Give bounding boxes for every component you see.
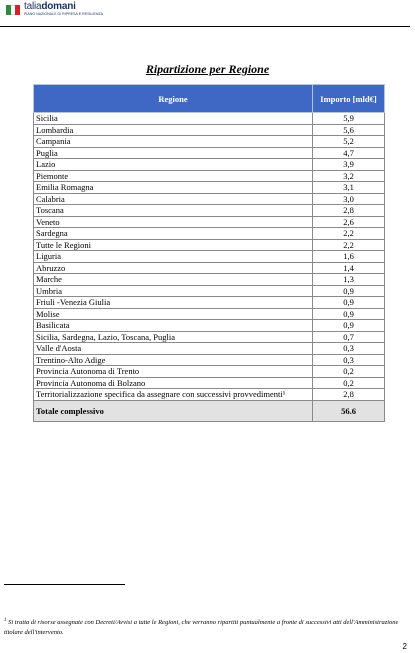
region-cell: Sicilia <box>34 113 313 125</box>
logo <box>24 2 103 17</box>
logo-name: taliadomani <box>24 1 76 12</box>
region-cell: Molise <box>34 308 313 320</box>
table-row <box>34 147 385 159</box>
table-body <box>34 113 385 401</box>
table-row <box>34 285 385 297</box>
table-row <box>34 193 385 205</box>
region-cell: Lazio <box>34 159 313 171</box>
amount-cell: 1,6 <box>313 251 385 263</box>
table-title: Ripartizione per Regione <box>145 62 270 76</box>
region-cell: Sardegna <box>34 228 313 240</box>
table-row <box>34 354 385 366</box>
region-cell: Provincia Autonoma di Trento <box>34 366 313 378</box>
table-row <box>34 136 385 148</box>
amount-cell: 5,6 <box>313 124 385 136</box>
amount-cell: 2,6 <box>313 216 385 228</box>
amount-cell: 0,9 <box>313 320 385 332</box>
amount-cell: 2,2 <box>313 239 385 251</box>
page-number: 2 <box>402 642 407 651</box>
table-row <box>34 251 385 263</box>
amount-cell: 2,2 <box>313 228 385 240</box>
region-cell: Tutte le Regioni <box>34 239 313 251</box>
amount-cell: 0,9 <box>313 297 385 309</box>
table-row <box>34 308 385 320</box>
region-cell: Territorializzazione specifica da assegnare con successivi provvedimenti¹ <box>34 389 313 401</box>
region-cell: Liguria <box>34 251 313 263</box>
table-row <box>34 343 385 355</box>
footnote-marker: 1 <box>4 618 7 623</box>
region-cell: Friuli -Venezia Giulia <box>34 297 313 309</box>
header-divider <box>0 26 410 27</box>
total-label: Totale complessivo <box>34 400 313 421</box>
region-cell: Campania <box>34 136 313 148</box>
region-cell: Basilicata <box>34 320 313 332</box>
amount-cell: 0,9 <box>313 308 385 320</box>
table-row <box>34 297 385 309</box>
table-row <box>34 113 385 125</box>
table-row <box>34 216 385 228</box>
total-row <box>34 400 385 421</box>
table-row <box>34 205 385 217</box>
region-cell: Sicilia, Sardegna, Lazio, Toscana, Puglia <box>34 331 313 343</box>
region-table <box>33 84 385 422</box>
amount-cell: 0,3 <box>313 354 385 366</box>
amount-cell: 4,7 <box>313 147 385 159</box>
table-row <box>34 274 385 286</box>
table-row <box>34 320 385 332</box>
table-header-row <box>34 85 385 113</box>
amount-cell: 0,3 <box>313 343 385 355</box>
region-cell: Veneto <box>34 216 313 228</box>
table-row <box>34 389 385 401</box>
region-cell: Abruzzo <box>34 262 313 274</box>
amount-cell: 3,1 <box>313 182 385 194</box>
region-cell: Marche <box>34 274 313 286</box>
region-cell: Emilia Romagna <box>34 182 313 194</box>
table-row <box>34 239 385 251</box>
region-cell: Puglia <box>34 147 313 159</box>
footnote <box>4 616 412 638</box>
page-header <box>6 2 103 24</box>
amount-cell: 0,9 <box>313 285 385 297</box>
region-cell: Piemonte <box>34 170 313 182</box>
logo-subtitle: PIANO NAZIONALE DI RIPRESA E RESILIENZA <box>24 12 104 16</box>
amount-cell: 5,9 <box>313 113 385 125</box>
amount-cell: 3,0 <box>313 193 385 205</box>
region-cell: Valle d'Aosta <box>34 343 313 355</box>
table-row <box>34 262 385 274</box>
amount-cell: 2,8 <box>313 389 385 401</box>
total-amount: 56.6 <box>313 400 385 421</box>
amount-cell: 0,7 <box>313 331 385 343</box>
region-cell: Calabria <box>34 193 313 205</box>
amount-cell: 0,2 <box>313 366 385 378</box>
amount-cell: 3,9 <box>313 159 385 171</box>
column-header-region: Regione <box>34 85 313 113</box>
amount-cell: 3,2 <box>313 170 385 182</box>
amount-cell: 1,3 <box>313 274 385 286</box>
table-row <box>34 170 385 182</box>
region-cell: Provincia Autonoma di Bolzano <box>34 377 313 389</box>
table-row <box>34 228 385 240</box>
amount-cell: 1,4 <box>313 262 385 274</box>
footnote-text: Si tratta di risorse assegnate con Decreti/Avvisi a tutte le Regioni, che verranno ripartiti puntualmente a fronte di successivi atti dell'Amministrazione titolare dell'intervento. <box>4 619 399 637</box>
amount-cell: 0,2 <box>313 377 385 389</box>
footnote-divider <box>4 584 125 585</box>
table-row <box>34 331 385 343</box>
amount-cell: 5,2 <box>313 136 385 148</box>
table-row <box>34 159 385 171</box>
region-cell: Lombardia <box>34 124 313 136</box>
table-row <box>34 366 385 378</box>
amount-cell: 2,8 <box>313 205 385 217</box>
region-cell: Trentino-Alto Adige <box>34 354 313 366</box>
table-row <box>34 124 385 136</box>
region-cell: Toscana <box>34 205 313 217</box>
table-row <box>34 182 385 194</box>
region-cell: Umbria <box>34 285 313 297</box>
column-header-amount: Importo [mld€] <box>313 85 385 113</box>
table-row <box>34 377 385 389</box>
italy-flag-icon <box>6 5 20 15</box>
